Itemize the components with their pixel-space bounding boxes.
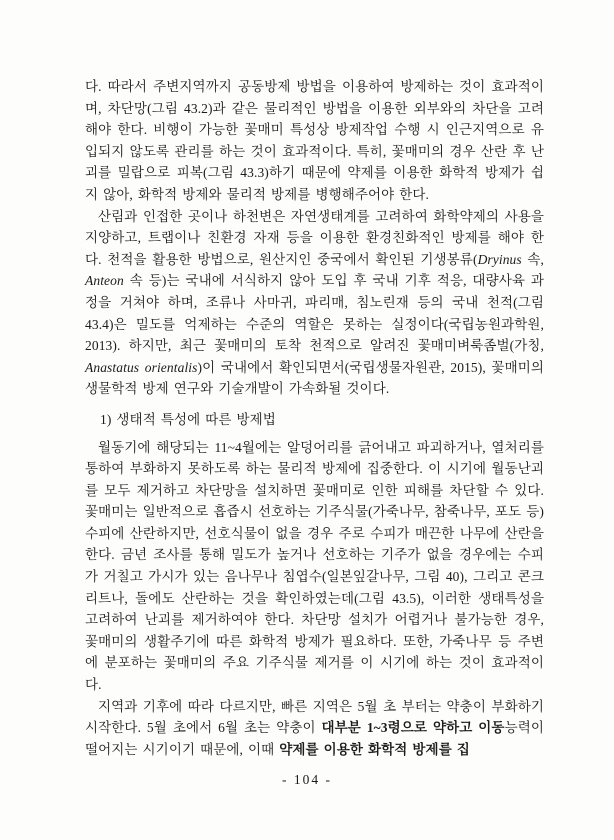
emphasis-bold-text: 약제를 이용한 화학적 방제를 집 [279,741,470,757]
page-text-block [85,76,544,760]
page-number: - 104 - [282,772,332,787]
paragraph-overwintering-control [85,437,544,696]
paragraph-hatching-season [85,696,544,761]
text-run: 월동기에 해당되는 11~4월에는 알덩어리를 긁어내고 파괴하거나, 열처리를 통하여 부화하지 못하도록 하는 물리적 방제에 집중한다. 이 시기에 월동난괴를 모두 제거하고 차단망을 설치하면 꽃매미로 인한 피해를 차단할 수 있다. 꽃매미는 일반적으로 흡즙시 선호하는 기주식물(가죽나무, 참죽나무, 포도 등) 수피에 산란하지만, 선호식물이 없을 경우 주로 수피가 매끈한 나무에 산란을 한다. 금년 조사를 통해 밀도가 높거나 선호하는 기주가 없을 경우에는 수피가 거칠고 가시가 있는 음나무나 침엽수(일본잎갈나무, 그림 40), 그리고 콘크리트나, 돌에도 산란하는 것을 확인하였는데(그림 43.5), 이러한 생태특성을 고려하여 난괴를 제거하여야 한다. 차단망 설치가 어렵거나 불가능한 경우, 꽃매미의 생활주기에 따른 화학적 방제가 필요하다. 또한, 가죽나무 등 주변에 분포하는 꽃매미의 주요 기주식물 제거를 이 시기에 하는 것이 효과적이다. [85,439,544,693]
text-run: 속, [521,251,545,267]
latin-species-name-italic: Anastatus orientalis [85,359,198,375]
text-run: 산림과 인접한 곳이나 하천변은 자연생태계를 고려하여 화학약제의 사용을 지양하고, 트랩이나 친환경 자재 등을 이용한 환경친화적인 방제를 해야 한다. 천적을 활용한 방법으로, 원산지인 중국에서 확인된 기생봉류( [85,208,544,267]
text-run: 다. 따라서 주변지역까지 공동방제 방법을 이용하여 방제하는 것이 효과적이며, 차단망(그림 43.2)과 같은 물리적인 방법을 이용한 외부와의 차단을 고려해야 한다. 비행이 가능한 꽃매미 특성상 방제작업 수행 시 인근지역으로 유입되지 않도록 관리를 하는 것이 효과적이다. 특히, 꽃매미의 경우 산란 후 난괴를 밀랍으로 피복(그림 43.3)하기 때문에 약제를 이용한 화학적 방제가 쉽지 않아, 화학적 방제와 물리적 방제를 병행해주어야 한다. [85,79,544,202]
paragraph-continued-from-previous-page [85,76,544,206]
paragraph-natural-enemies [85,206,544,400]
text-run: )이 국내에서 확인되면서(국립생물자원관, 2015), 꽃매미의 생물학적 방제 연구와 기술개발이 가속화될 것이다. [85,359,544,397]
section-heading: 1) 생태적 특성에 따른 방제법 [100,411,276,427]
text-run: 지역과 기후에 따라 다르지만, 빠른 지역은 5월 초 부터는 약충이 부화하기 시작한다. 5월 초에서 6월 초는 약충이 [85,698,544,736]
latin-genus-name-italic: Dryinus [477,251,522,267]
latin-genus-name-italic: Anteon [85,273,124,289]
text-run: 속 등)는 국내에 서식하지 않아 도입 후 국내 기후 적응, 대량사육 과정을 거쳐야 하며, 조류나 사마귀, 파리매, 침노린재 등의 국내 천적(그림 43.4)은 밀도를 억제하는 수준의 역할은 못하는 실정이다(국립농원과학원, 2013). 하지만, 최근 꽃매미의 토착 천적으로 알려진 꽃매미벼룩좀벌(가칭, [85,273,544,354]
text-run: 능력이 떨어지는 시기이기 때문에, 이때 [85,720,545,757]
emphasis-bold-text: 대부분 1~3령으로 약하고 이동 [321,720,505,736]
